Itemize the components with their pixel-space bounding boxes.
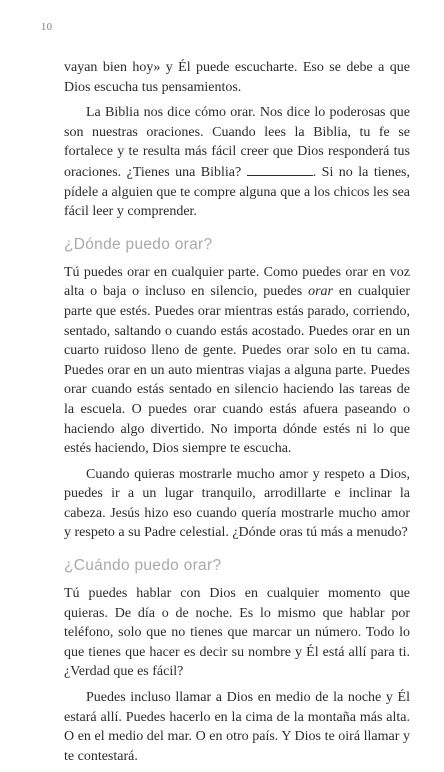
paragraph-bible-text: La Biblia nos dice cómo orar. Nos dice lo poderosas que son nuestras oraciones. Cuando lees la Biblia, tu fe se fortalece y te resulta más fácil creer que Dios responderá tus oraciones. ¿Tienes una Biblia?: [64, 105, 410, 180]
fill-in-blank: [247, 162, 313, 176]
paragraph-bible-text-end: . Si no la tienes, pídele a alguien que te compre alguna que a los chicos les sea fácil leer y comprender.: [64, 164, 410, 220]
paragraph-respect: Cuando quieras mostrarle mucho amor y respeto a Dios, puedes ir a un lugar tranquilo, arrodillarte e inclinar la cabeza. Jesús hizo eso cuando quería mostrarle mucho amor y respeto a su Padre celestial. ¿Dónde oras tú más a menudo?: [64, 466, 410, 541]
paragraph-bible: [64, 103, 410, 222]
paragraph-continuation: vayan bien hoy» y Él puede escucharte. Eso se debe a que Dios escucha tus pensamientos.: [64, 60, 410, 95]
paragraph-where-text: Tú puedes orar en cualquier parte. Como puedes orar en voz alta o baja o incluso en silencio, puedes: [64, 264, 410, 300]
paragraph-when: Tú puedes hablar con Dios en cualquier momento que quieras. De día o de noche. Es lo mismo que hablar por teléfono, solo que no tienes que marcar un número. Todo lo que tienes que hacer es decir su nombre y Él está allí para ti. ¿Verdad que es fácil?: [64, 586, 410, 680]
paragraph-night: Puedes incluso llamar a Dios en medio de la noche y Él estará allí. Puedes hacerlo en la cima de la montaña más alta. O en el medio del mar. O en otro país. Y Dios te oirá llamar y te contestará.: [64, 690, 410, 764]
emphasis-orar: orar: [308, 284, 333, 300]
page-body: [64, 58, 410, 772]
section-heading-where: ¿Dónde puedo orar?: [64, 235, 213, 253]
paragraph-where-text-end: en cualquier parte que estés. Puedes orar mientras estás parado, corriendo, sentado, saltando o cuando estás acostado. Puedes orar en un cuarto ruidoso lleno de gente. Puedes orar solo en tu cama. Puedes orar en un auto mientras viajas a alguna parte. Puedes orar cuando estás sentado en silencio haciendo las tareas de la escuela. O puedes orar cuando estás afuera paseando o haciendo algo divertido. No importa dónde estés ni lo que estés haciendo, Dios siempre te escucha.: [64, 284, 411, 457]
page-number: 10: [41, 22, 53, 33]
section-heading-when: ¿Cuándo puedo orar?: [64, 557, 222, 575]
paragraph-where: [64, 263, 410, 459]
